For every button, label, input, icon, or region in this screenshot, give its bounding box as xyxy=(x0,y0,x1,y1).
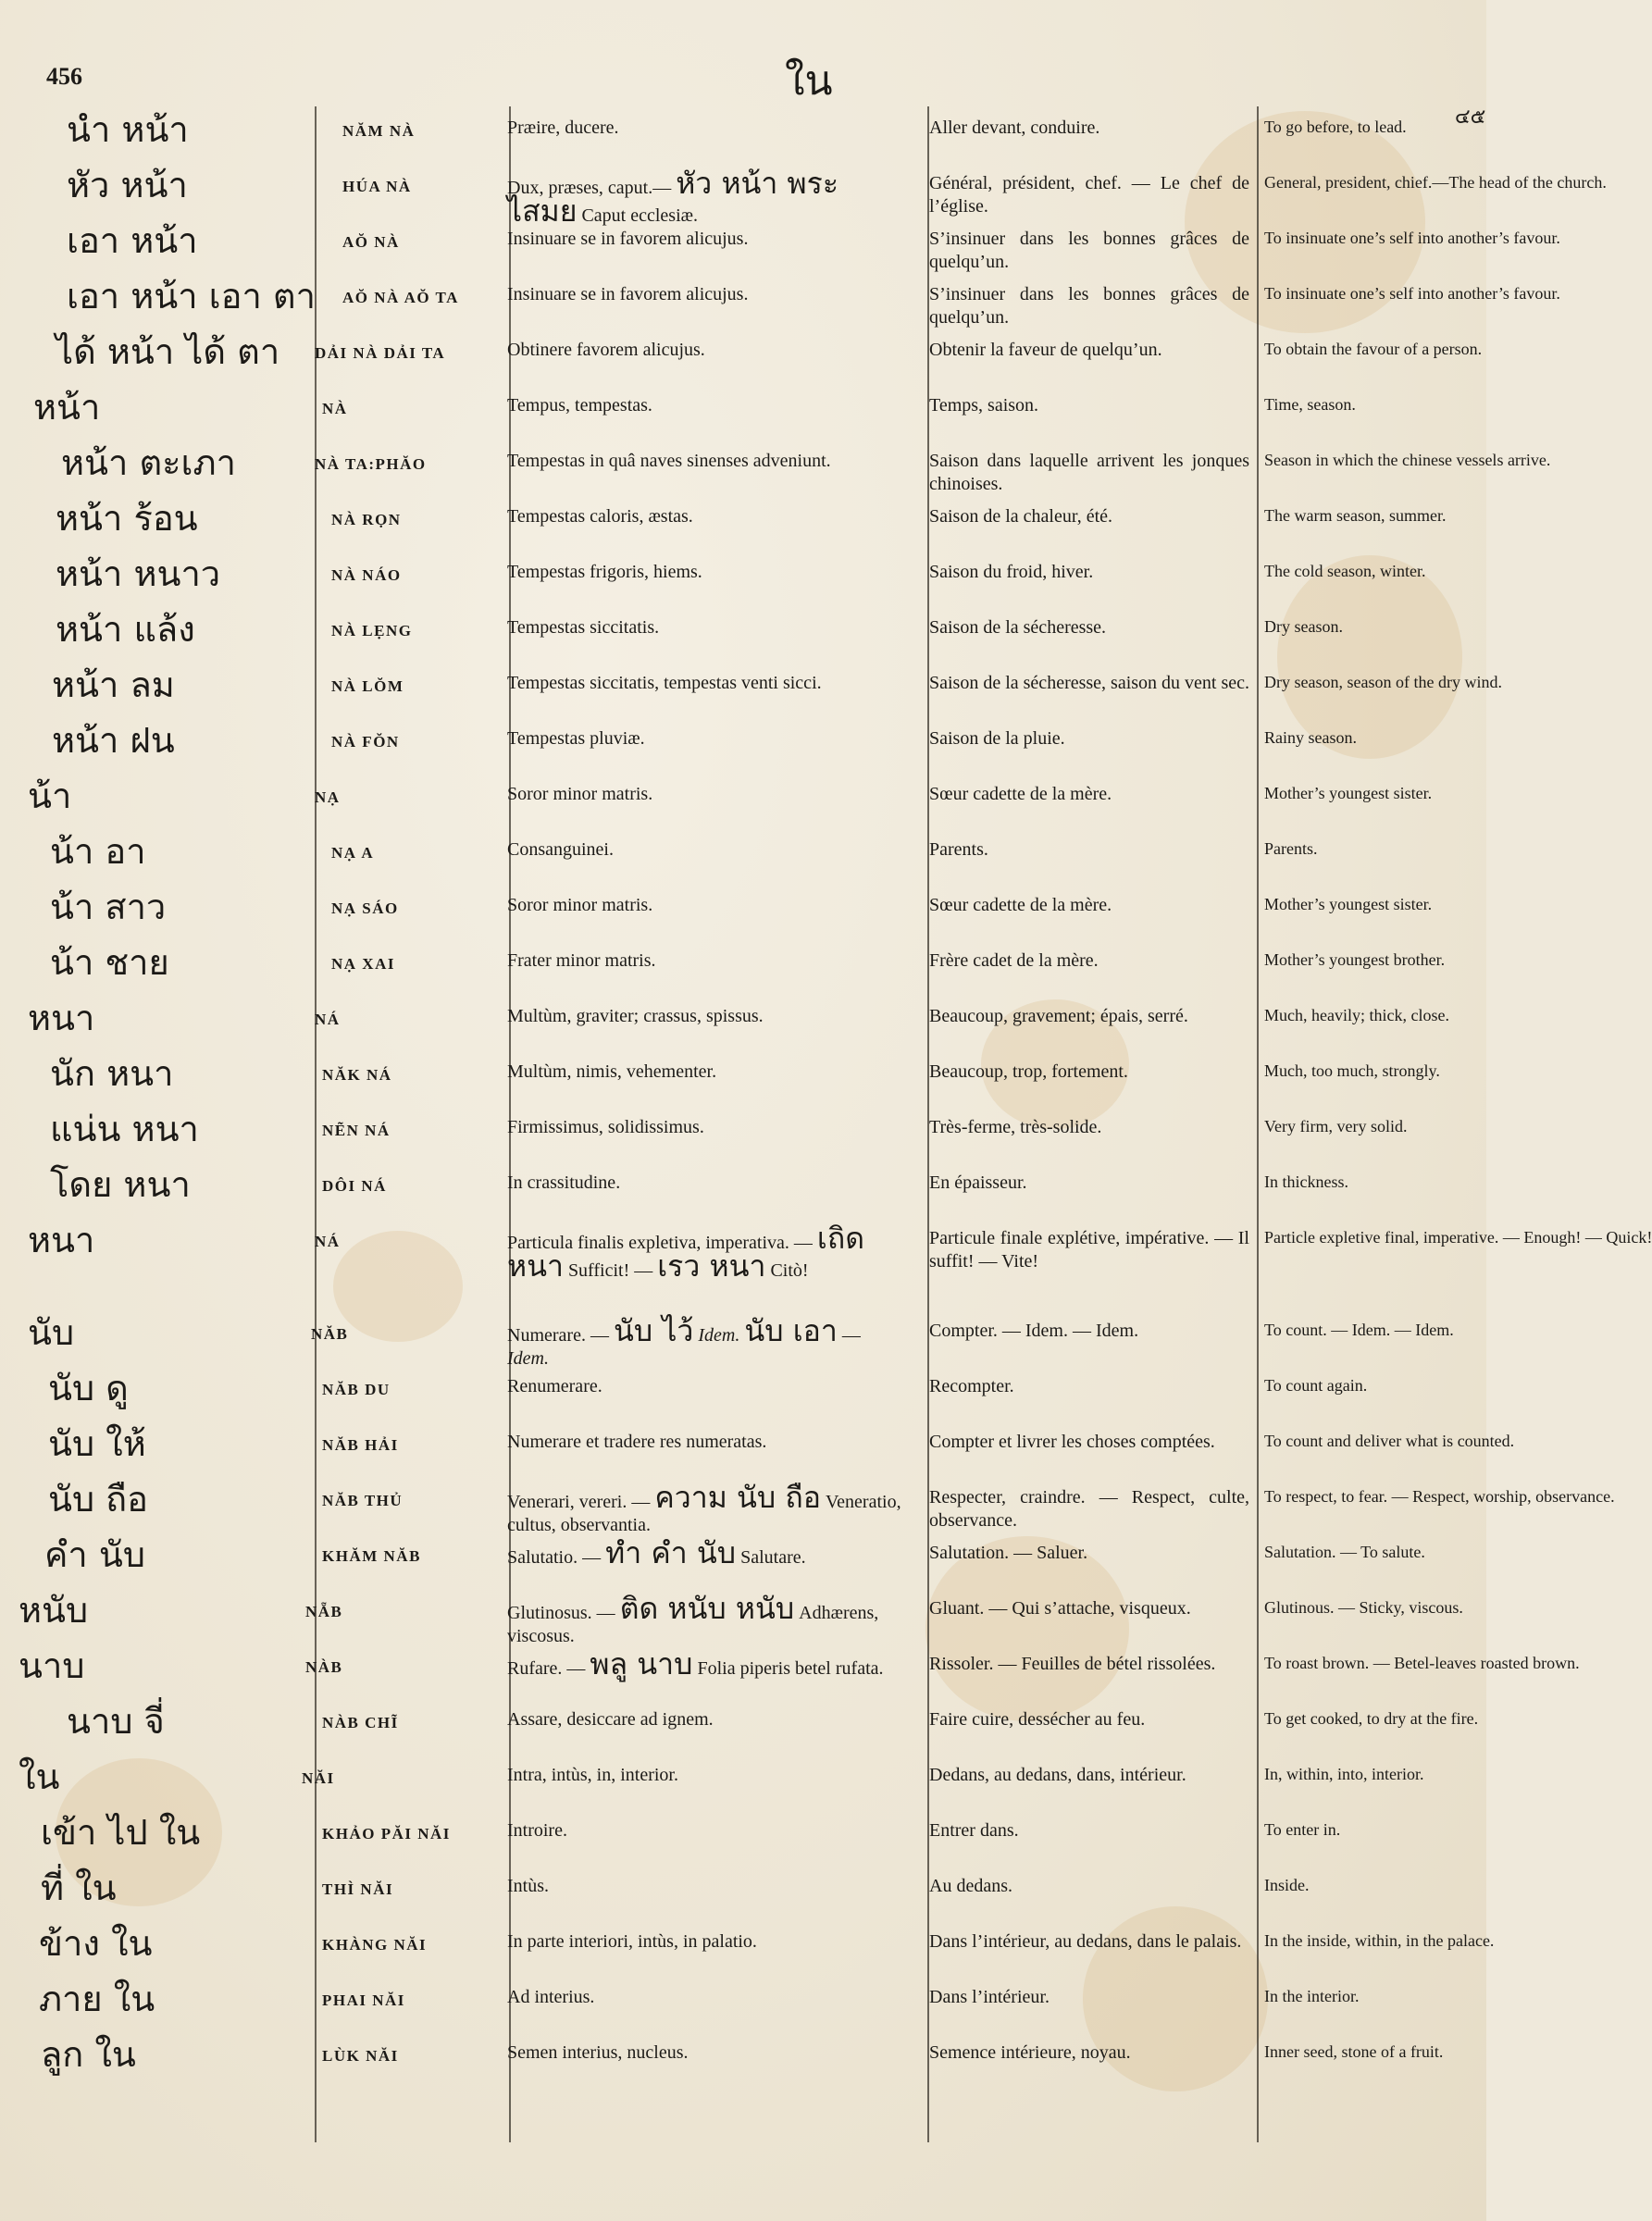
entry-pronunciation: AŎ NÀ xyxy=(342,233,400,251)
entry-latin xyxy=(507,783,905,806)
entry-thai-word: หน้า หนาว xyxy=(56,553,221,594)
entry-latin xyxy=(507,1172,905,1195)
entry-thai-word: น้า xyxy=(28,775,72,816)
latin-italic: Idem. xyxy=(507,1348,549,1369)
entry-french: Saison de la pluie. xyxy=(929,728,1065,749)
entry-latin xyxy=(507,1116,905,1139)
latin-text: Salutatio. — xyxy=(507,1547,602,1568)
entry-french: Dedans, au dedans, dans, intérieur. xyxy=(929,1765,1186,1785)
entry-pronunciation: NÀ NÁO xyxy=(331,566,402,584)
latin-text-cont: Caput ecclesiæ. xyxy=(581,205,698,226)
latin-text-cont: Citò! xyxy=(770,1260,809,1281)
entry-french: Très-ferme, très-solide. xyxy=(929,1117,1102,1137)
entry-thai-word: คำ นับ xyxy=(44,1534,145,1575)
entry-pronunciation: NẠ XAI xyxy=(331,955,395,973)
entry-pronunciation: NĂM NÀ xyxy=(342,122,416,140)
entry-thai-word: ที่ ใน xyxy=(41,1867,117,1908)
latin-thai-phrase: นับ ไว้ xyxy=(613,1313,694,1348)
latin-text-cont: Veneratio, cultus, observantia. xyxy=(507,1492,901,1535)
entry-french: Sœur cadette de la mère. xyxy=(929,784,1112,804)
entry-french: En épaisseur. xyxy=(929,1173,1027,1193)
page-heading: ใน xyxy=(785,57,833,105)
latin-text: Particula finalis expletiva, imperativa. — xyxy=(507,1233,813,1253)
entry-pronunciation: AŎ NÀ AŎ TA xyxy=(342,289,459,306)
latin-text: In crassitudine. xyxy=(507,1173,621,1193)
entry-latin xyxy=(507,561,905,584)
entry-thai-word: เข้า ไป ใน xyxy=(41,1812,201,1853)
entry-french: Entrer dans. xyxy=(929,1820,1019,1841)
latin-text: Tempestas in quâ naves sinenses adveniunt. xyxy=(507,451,831,471)
latin-text: Tempus, tempestas. xyxy=(507,395,652,416)
entry-french: Saison de la sécheresse. xyxy=(929,617,1107,638)
entry-french: Frère cadet de la mère. xyxy=(929,950,1099,971)
latin-text-cont: Folia piperis betel rufata. xyxy=(697,1658,884,1679)
entry-english: To go before, to lead. xyxy=(1264,118,1407,136)
entry-thai-word: หนับ xyxy=(19,1590,89,1631)
entry-french: Salutation. — Saluer. xyxy=(929,1543,1088,1563)
entry-french: Dans l’intérieur. xyxy=(929,1987,1050,2007)
entry-latin xyxy=(507,166,905,229)
latin-text: Tempestas pluviæ. xyxy=(507,728,645,749)
latin-text: Numerare. — xyxy=(507,1325,609,1346)
entry-latin xyxy=(507,1764,905,1787)
entry-french: Rissoler. — Feuilles de bétel rissolées. xyxy=(929,1654,1216,1674)
latin-thai-phrase: เรว หนา xyxy=(657,1248,766,1284)
latin-thai-phrase: ทำ คำ นับ xyxy=(605,1535,737,1570)
entry-thai-word: ใน xyxy=(19,1756,60,1797)
entry-thai-word: นำ หน้า xyxy=(67,109,189,150)
latin-text: Multùm, nimis, vehementer. xyxy=(507,1061,717,1082)
latin-text: Intùs. xyxy=(507,1876,549,1896)
latin-text: Firmissimus, solidissimus. xyxy=(507,1117,704,1137)
entry-pronunciation: NÁ xyxy=(315,1233,341,1250)
entry-thai-word: นาบ xyxy=(19,1645,85,1686)
entry-latin xyxy=(507,2041,905,2065)
entry-english: In the interior. xyxy=(1264,1987,1360,2005)
entry-latin xyxy=(507,894,905,917)
entry-french: Aller devant, conduire. xyxy=(929,118,1100,138)
entry-french: Recompter. xyxy=(929,1376,1014,1396)
latin-text: Obtinere favorem alicujus. xyxy=(507,340,705,360)
entry-english: Glutinous. — Sticky, viscous. xyxy=(1264,1598,1463,1617)
entry-french: Semence intérieure, noyau. xyxy=(929,2042,1131,2063)
entry-pronunciation: KHÀNG NĂI xyxy=(322,1936,428,1954)
entry-latin xyxy=(507,1591,905,1648)
latin-text: Introire. xyxy=(507,1820,567,1841)
latin-text: Frater minor matris. xyxy=(507,950,656,971)
latin-thai-phrase: เถิด xyxy=(816,1221,864,1256)
entry-english: Mother’s youngest sister. xyxy=(1264,784,1433,802)
entry-english: Mother’s youngest sister. xyxy=(1264,895,1433,913)
entry-thai-word: ลูก ใน xyxy=(41,2034,136,2075)
entry-thai-word: ได้ หน้า ได้ ตา xyxy=(56,331,280,372)
entry-latin xyxy=(507,1819,905,1843)
entry-pronunciation: NÀ xyxy=(322,400,348,417)
entry-pronunciation: NẠ SÁO xyxy=(331,900,399,917)
entry-pronunciation: NÀB CHĨ xyxy=(322,1714,399,1731)
latin-text: Tempestas siccitatis, tempestas venti sicci. xyxy=(507,673,822,693)
entry-thai-word: น้า สาว xyxy=(50,887,167,927)
entry-english: To enter in. xyxy=(1264,1820,1341,1839)
entry-english: Much, heavily; thick, close. xyxy=(1264,1006,1449,1024)
latin-text: Insinuare se in favorem alicujus. xyxy=(507,229,749,249)
entry-latin xyxy=(507,1535,905,1570)
entry-latin xyxy=(507,1930,905,1954)
entry-french: Particule finale explétive, impérative. — Il suffit! — Vite! xyxy=(929,1228,1249,1272)
latin-text: Dux, præses, caput.— xyxy=(507,178,672,198)
latin-italic: Idem. xyxy=(698,1325,740,1346)
entry-english: The cold season, winter. xyxy=(1264,562,1426,580)
entry-english: In, within, into, interior. xyxy=(1264,1765,1424,1783)
entry-thai-word: โดย หนา xyxy=(50,1164,191,1205)
latin-text-cont: — xyxy=(841,1325,861,1346)
entry-french: Beaucoup, trop, fortement. xyxy=(929,1061,1128,1082)
entry-french: Saison dans laquelle arrivent les jonques chinoises. xyxy=(929,451,1249,494)
entry-latin xyxy=(507,1221,905,1284)
entry-thai-word: หน้า ตะเภา xyxy=(61,442,236,483)
latin-text: Intra, intùs, in, interior. xyxy=(507,1765,678,1785)
latin-text: Renumerare. xyxy=(507,1376,602,1396)
entry-pronunciation: KHẢO PĂI NĂI xyxy=(322,1825,451,1843)
entry-thai-word: หน้า ลม xyxy=(52,664,175,705)
entry-pronunciation: NĂK NÁ xyxy=(322,1066,392,1084)
entry-english: To insinuate one’s self into another’s favour. xyxy=(1264,229,1560,247)
entry-latin xyxy=(507,228,905,251)
entry-thai-word: เอา หน้า xyxy=(67,220,198,261)
entry-latin xyxy=(507,1986,905,2009)
latin-text: Tempestas caloris, æstas. xyxy=(507,506,693,527)
entry-thai-word: นาบ จี่ xyxy=(67,1701,165,1742)
entry-english: To count again. xyxy=(1264,1376,1368,1395)
entry-english: To count. — Idem. — Idem. xyxy=(1264,1321,1454,1339)
entry-latin xyxy=(507,1708,905,1731)
entry-latin xyxy=(507,1005,905,1028)
latin-text: Semen interius, nucleus. xyxy=(507,2042,689,2063)
entry-latin xyxy=(507,616,905,639)
entry-english: To respect, to fear. — Respect, worship, observance. xyxy=(1264,1487,1615,1506)
entry-english: The warm season, summer. xyxy=(1264,506,1447,525)
entry-english: Dry season, season of the dry wind. xyxy=(1264,673,1502,691)
entry-pronunciation: HÚA NÀ xyxy=(342,178,412,195)
stain xyxy=(333,1231,463,1342)
entry-french: Saison de la chaleur, été. xyxy=(929,506,1113,527)
latin-text: In parte interiori, intùs, in palatio. xyxy=(507,1931,757,1952)
entry-english: Dry season. xyxy=(1264,617,1343,636)
latin-text: Præire, ducere. xyxy=(507,118,619,138)
latin-text: Tempestas siccitatis. xyxy=(507,617,660,638)
entry-thai-word: เอา หน้า เอา ตา xyxy=(67,276,316,316)
entry-latin xyxy=(507,283,905,306)
entry-english: Inner seed, stone of a fruit. xyxy=(1264,2042,1444,2061)
entry-thai-word: ภาย ใน xyxy=(39,1979,155,2019)
entry-french: Dans l’intérieur, au dedans, dans le palais. xyxy=(929,1931,1242,1952)
latin-text: Tempestas frigoris, hiems. xyxy=(507,562,702,582)
entry-french: S’insinuer dans les bonnes grâces de quelqu’un. xyxy=(929,284,1249,328)
entry-thai-word: หนา xyxy=(28,1220,95,1260)
entry-english: Salutation. — To salute. xyxy=(1264,1543,1425,1561)
entry-french: Au dedans. xyxy=(929,1876,1012,1896)
entry-thai-word: ข้าง ใน xyxy=(39,1923,153,1964)
latin-thai-phrase: พลู นาบ xyxy=(590,1646,693,1681)
entry-french: Compter et livrer les choses comptées. xyxy=(929,1432,1215,1452)
entry-thai-word: หน้า ร้อน xyxy=(56,498,198,539)
page-number: 456 xyxy=(46,63,82,90)
entry-pronunciation: NĂB xyxy=(311,1325,349,1343)
entry-french: Général, président, chef. — Le chef de l’église. xyxy=(929,173,1249,217)
entry-thai-word: หัว หน้า xyxy=(67,165,188,205)
entry-french: S’insinuer dans les bonnes grâces de quelqu’un. xyxy=(929,229,1249,272)
entry-latin xyxy=(507,339,905,362)
entry-latin xyxy=(507,1646,905,1681)
entry-latin xyxy=(507,505,905,528)
entry-thai-word: แน่น หนา xyxy=(50,1109,199,1149)
entry-pronunciation: NÀ LŎM xyxy=(331,677,404,695)
entry-pronunciation: NĂB DU xyxy=(322,1381,391,1398)
entry-thai-word: นัก หนา xyxy=(50,1053,174,1094)
entry-pronunciation: NẠ xyxy=(315,788,341,806)
column-rule xyxy=(315,106,317,2142)
entry-thai-word: นับ xyxy=(28,1312,75,1353)
latin-text-cont: Adhærens, viscosus. xyxy=(507,1603,879,1646)
entry-pronunciation: NÀ LẸNG xyxy=(331,622,413,639)
entry-thai-word: น้า ชาย xyxy=(50,942,169,983)
latin-text: Consanguinei. xyxy=(507,839,614,860)
entry-english: To get cooked, to dry at the fire. xyxy=(1264,1709,1479,1728)
latin-thai-phrase: หนา xyxy=(507,1248,564,1284)
entry-english: Inside. xyxy=(1264,1876,1310,1894)
latin-text: Assare, desiccare ad ignem. xyxy=(507,1709,714,1730)
latin-text: Multùm, graviter; crassus, spissus. xyxy=(507,1006,764,1026)
entry-latin xyxy=(507,1480,905,1537)
entry-pronunciation: NÁ xyxy=(315,1011,341,1028)
entry-latin xyxy=(507,838,905,862)
entry-pronunciation: NẠ A xyxy=(331,844,375,862)
latin-text-cont: Salutare. xyxy=(740,1547,806,1568)
entry-thai-word: หน้า xyxy=(33,387,101,428)
entry-latin xyxy=(507,1431,905,1454)
entry-latin xyxy=(507,117,905,140)
entry-french: Obtenir la faveur de quelqu’un. xyxy=(929,340,1162,360)
entry-thai-word: นับ ถือ xyxy=(48,1479,149,1520)
entry-thai-word: หน้า แล้ง xyxy=(56,609,195,650)
entry-french: Parents. xyxy=(929,839,988,860)
entry-pronunciation: NÀ FŎN xyxy=(331,733,400,751)
entry-pronunciation: DẢI NÀ DẢI TA xyxy=(315,344,446,362)
entry-latin xyxy=(507,1061,905,1084)
entry-latin xyxy=(507,672,905,695)
entry-thai-word: หน้า ฝน xyxy=(52,720,175,761)
entry-french: Saison du froid, hiver. xyxy=(929,562,1094,582)
entry-english: General, president, chief.—The head of the church. xyxy=(1264,173,1607,192)
entry-french: Sœur cadette de la mère. xyxy=(929,895,1112,915)
entry-english: Very firm, very solid. xyxy=(1264,1117,1408,1135)
entry-thai-word: นับ ดู xyxy=(48,1368,129,1408)
entry-english: Season in which the chinese vessels arrive. xyxy=(1264,451,1551,469)
entry-pronunciation: PHAI NĂI xyxy=(322,1991,405,2009)
entry-english: Time, season. xyxy=(1264,395,1356,414)
latin-text-cont: Sufficit! — xyxy=(567,1260,653,1281)
entry-pronunciation: DÔI NÁ xyxy=(322,1177,387,1195)
entry-french: Compter. — Idem. — Idem. xyxy=(929,1321,1139,1341)
entry-pronunciation: NĂI xyxy=(302,1769,335,1787)
entry-thai-word: นับ ให้ xyxy=(48,1423,146,1464)
entry-latin xyxy=(507,949,905,973)
entry-french: Faire cuire, dessécher au feu. xyxy=(929,1709,1146,1730)
entry-pronunciation: NĂB THỦ xyxy=(322,1492,404,1509)
entry-pronunciation: THÌ NĂI xyxy=(322,1880,394,1898)
latin-text: Soror minor matris. xyxy=(507,784,653,804)
latin-text: Venerari, vereri. — xyxy=(507,1492,651,1512)
entry-pronunciation: KHĂM NĂB xyxy=(322,1547,421,1565)
entry-latin xyxy=(507,1375,905,1398)
entry-english: Parents. xyxy=(1264,839,1318,858)
entry-french: Gluant. — Qui s’attache, visqueux. xyxy=(929,1598,1191,1619)
entry-english: To insinuate one’s self into another’s favour. xyxy=(1264,284,1560,303)
entry-latin xyxy=(507,727,905,751)
entry-pronunciation: LÙK NĂI xyxy=(322,2047,399,2065)
column-rule xyxy=(1257,106,1259,2142)
latin-thai-phrase: นับ เอา xyxy=(744,1313,838,1348)
entry-french: Saison de la sécheresse, saison du vent sec. xyxy=(929,673,1250,693)
latin-text: Insinuare se in favorem alicujus. xyxy=(507,284,749,304)
entry-english: To obtain the favour of a person. xyxy=(1264,340,1483,358)
entry-thai-word: หนา xyxy=(28,998,95,1038)
entry-pronunciation: NÀ TA:PHĂO xyxy=(315,455,427,473)
entry-latin xyxy=(507,450,905,473)
entry-english: Mother’s youngest brother. xyxy=(1264,950,1446,969)
latin-text: Ad interius. xyxy=(507,1987,595,2007)
right-page-number: ๔๕ xyxy=(1455,105,1486,129)
latin-thai-phrase: หัว หน้า พระ ไสมย xyxy=(507,166,839,229)
entry-latin xyxy=(507,394,905,417)
entry-french: Respecter, craindre. — Respect, culte, observance. xyxy=(929,1487,1249,1531)
latin-text: Rufare. — xyxy=(507,1658,586,1679)
latin-thai-phrase: ติด หนับ หนับ xyxy=(619,1591,795,1626)
entry-english: To roast brown. — Betel-leaves roasted brown. xyxy=(1264,1654,1580,1672)
latin-thai-phrase: ความ นับ ถือ xyxy=(654,1480,821,1515)
entry-latin xyxy=(507,1313,905,1371)
latin-text: Numerare et tradere res numeratas. xyxy=(507,1432,767,1452)
entry-french: Temps, saison. xyxy=(929,395,1039,416)
entry-english: Particle expletive final, imperative. — Enough! — Quick! xyxy=(1264,1228,1652,1247)
entry-pronunciation: NẴB xyxy=(305,1603,343,1620)
entry-english: To count and deliver what is counted. xyxy=(1264,1432,1515,1450)
entry-pronunciation: NÀB xyxy=(305,1658,343,1676)
entry-french: Beaucoup, gravement; épais, serré. xyxy=(929,1006,1188,1026)
entry-pronunciation: NĂB HẢI xyxy=(322,1436,399,1454)
latin-text: Soror minor matris. xyxy=(507,895,653,915)
entry-pronunciation: NẼN NÁ xyxy=(322,1122,391,1139)
entry-english: In thickness. xyxy=(1264,1173,1348,1191)
entry-english: In the inside, within, in the palace. xyxy=(1264,1931,1495,1950)
entry-thai-word: น้า อา xyxy=(50,831,146,872)
entry-english: Rainy season. xyxy=(1264,728,1357,747)
entry-english: Much, too much, strongly. xyxy=(1264,1061,1440,1080)
latin-text: Glutinosus. — xyxy=(507,1603,615,1623)
entry-latin xyxy=(507,1875,905,1898)
entry-pronunciation: NÀ RỌN xyxy=(331,511,402,528)
